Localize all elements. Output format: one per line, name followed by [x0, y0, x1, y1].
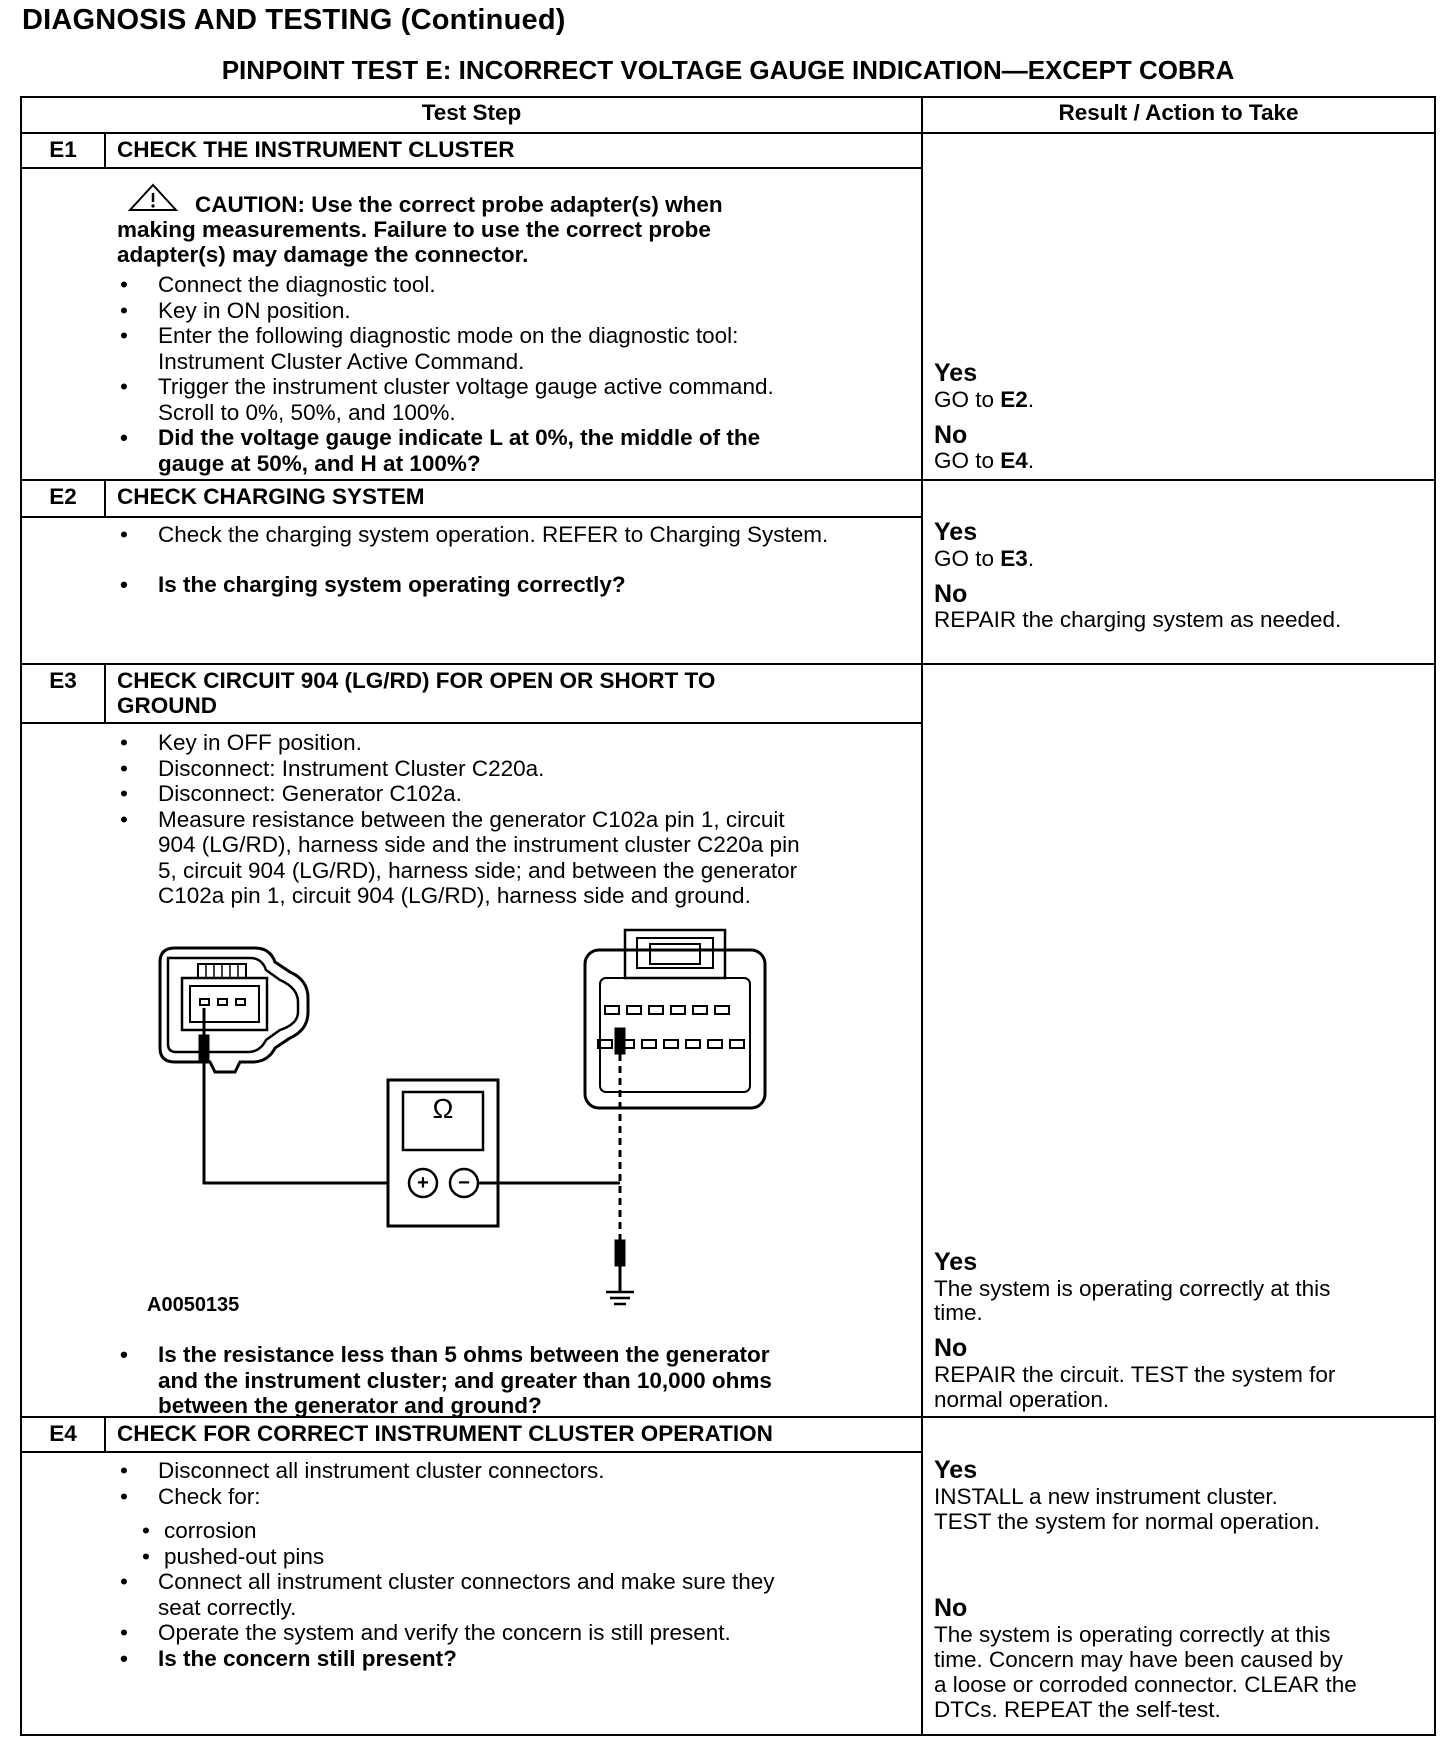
cluster-connector-icon — [585, 930, 765, 1108]
e3-no-line1: REPAIR the circuit. TEST the system for — [934, 1362, 1336, 1387]
e4-steps — [120, 1458, 604, 1509]
e1-yes-action: GO to E2. — [934, 387, 1035, 412]
step-id-e3: E3 — [49, 668, 77, 693]
caution-line-3: adapter(s) may damage the connector. — [117, 242, 529, 267]
col-header-step: Test Step — [421, 100, 522, 125]
warning-triangle-icon — [128, 183, 178, 218]
meter-plus-symbol: + — [417, 1172, 429, 1194]
step-title-e3-line1: CHECK CIRCUIT 904 (LG/RD) FOR OPEN OR SHORT TO — [117, 668, 716, 693]
e2-step-2: • Is the charging system operating correctly? — [120, 572, 828, 598]
e3-yes-line1: The system is operating correctly at this — [934, 1276, 1331, 1301]
e1-step-5: • Did the voltage gauge indicate L at 0%, the middle of the gauge at 50%, and H at 100%? — [120, 425, 774, 476]
generator-connector-icon — [160, 948, 308, 1072]
e1-step-4: • Trigger the instrument cluster voltage gauge active command. Scroll to 0%, 50%, and 100%. — [120, 374, 774, 425]
e4-step-3: • Connect all instrument cluster connectors and make sure they seat correctly. — [120, 1569, 775, 1620]
e4-no-label: No — [934, 1594, 968, 1622]
e4-step-1: • Disconnect all instrument cluster connectors. — [120, 1458, 604, 1484]
e4-steps-cont — [120, 1569, 775, 1671]
e4-yes-label: Yes — [934, 1456, 978, 1484]
e1-step-1: • Connect the diagnostic tool. — [120, 272, 774, 298]
e3-question — [120, 1342, 772, 1419]
e4-no-line4: DTCs. REPEAT the self-test. — [934, 1697, 1221, 1722]
e1-step-3: • Enter the following diagnostic mode on the diagnostic tool: Instrument Cluster Active Command. — [120, 323, 774, 374]
page-title: DIAGNOSIS AND TESTING (Continued) — [22, 4, 566, 36]
e3-step-2: • Disconnect: Instrument Cluster C220a. — [120, 756, 800, 782]
e3-step-3: • Disconnect: Generator C102a. — [120, 781, 800, 807]
caution-line-2: making measurements. Failure to use the correct probe — [117, 217, 711, 242]
e3-no-line2: normal operation. — [934, 1387, 1110, 1412]
e2-steps — [120, 522, 828, 597]
step-title-e4: CHECK FOR CORRECT INSTRUMENT CLUSTER OPERATION — [117, 1421, 773, 1446]
step-title-e1: CHECK THE INSTRUMENT CLUSTER — [117, 137, 515, 162]
step-title-e2: CHECK CHARGING SYSTEM — [117, 484, 425, 509]
e1-no-action: GO to E4. — [934, 448, 1035, 473]
test-title: PINPOINT TEST E: INCORRECT VOLTAGE GAUGE INDICATION—EXCEPT COBRA — [221, 55, 1235, 85]
e3-steps — [120, 730, 800, 909]
e4-check-item-1: • corrosion — [142, 1518, 324, 1544]
meter-ohm-symbol: Ω — [432, 1093, 454, 1124]
e2-yes-label: Yes — [934, 518, 978, 546]
step-id-e4: E4 — [49, 1421, 77, 1446]
step-id-e1: E1 — [49, 137, 77, 162]
e1-yes-label: Yes — [934, 359, 978, 387]
e4-yes-line1: INSTALL a new instrument cluster. — [934, 1484, 1278, 1509]
step-id-e2: E2 — [49, 484, 77, 509]
ground-symbol-icon — [606, 1292, 634, 1304]
e4-step-4: • Operate the system and verify the concern is still present. — [120, 1620, 775, 1646]
e4-yes-line2: TEST the system for normal operation. — [934, 1509, 1320, 1534]
e2-no-action: REPAIR the charging system as needed. — [934, 607, 1342, 632]
e1-no-label: No — [934, 421, 968, 449]
e3-yes-label: Yes — [934, 1248, 978, 1276]
e2-yes-action: GO to E3. — [934, 546, 1035, 571]
e4-check-list — [142, 1518, 324, 1569]
e2-step-1: • Check the charging system operation. REFER to Charging System. — [120, 522, 828, 548]
col-header-result: Result / Action to Take — [1058, 100, 1299, 125]
e3-step-4: • Measure resistance between the generator C102a pin 1, circuit 904 (LG/RD), harness side and the instrument cluster C220a pin 5, circuit 904 (LG/RD), harness side; and between the generator C102a pin 1, circuit 904 (LG/RD), harness side and ground. — [120, 807, 800, 909]
e4-no-line3: a loose or corroded connector. CLEAR the — [934, 1672, 1357, 1697]
e4-no-line2: time. Concern may have been caused by — [934, 1647, 1343, 1672]
e4-no-line1: The system is operating correctly at this — [934, 1622, 1331, 1647]
e3-step-1: • Key in OFF position. — [120, 730, 800, 756]
step-title-e3-line2: GROUND — [117, 693, 217, 718]
e4-step-2: • Check for: — [120, 1484, 604, 1510]
e1-steps — [120, 272, 774, 476]
e3-no-label: No — [934, 1334, 968, 1362]
e4-check-item-2: • pushed-out pins — [142, 1544, 324, 1570]
e3-step-5: • Is the resistance less than 5 ohms between the generator and the instrument cluster; and greater than 10,000 ohms between the generator and ground? — [120, 1342, 772, 1419]
e3-yes-line2: time. — [934, 1300, 983, 1325]
figure-id: A0050135 — [147, 1294, 240, 1316]
e2-no-label: No — [934, 580, 968, 608]
e4-step-5: • Is the concern still present? — [120, 1646, 775, 1672]
meter-minus-symbol: − — [458, 1172, 470, 1194]
caution-line-1: CAUTION: Use the correct probe adapter(s) when — [195, 192, 723, 217]
e1-step-2: • Key in ON position. — [120, 298, 774, 324]
